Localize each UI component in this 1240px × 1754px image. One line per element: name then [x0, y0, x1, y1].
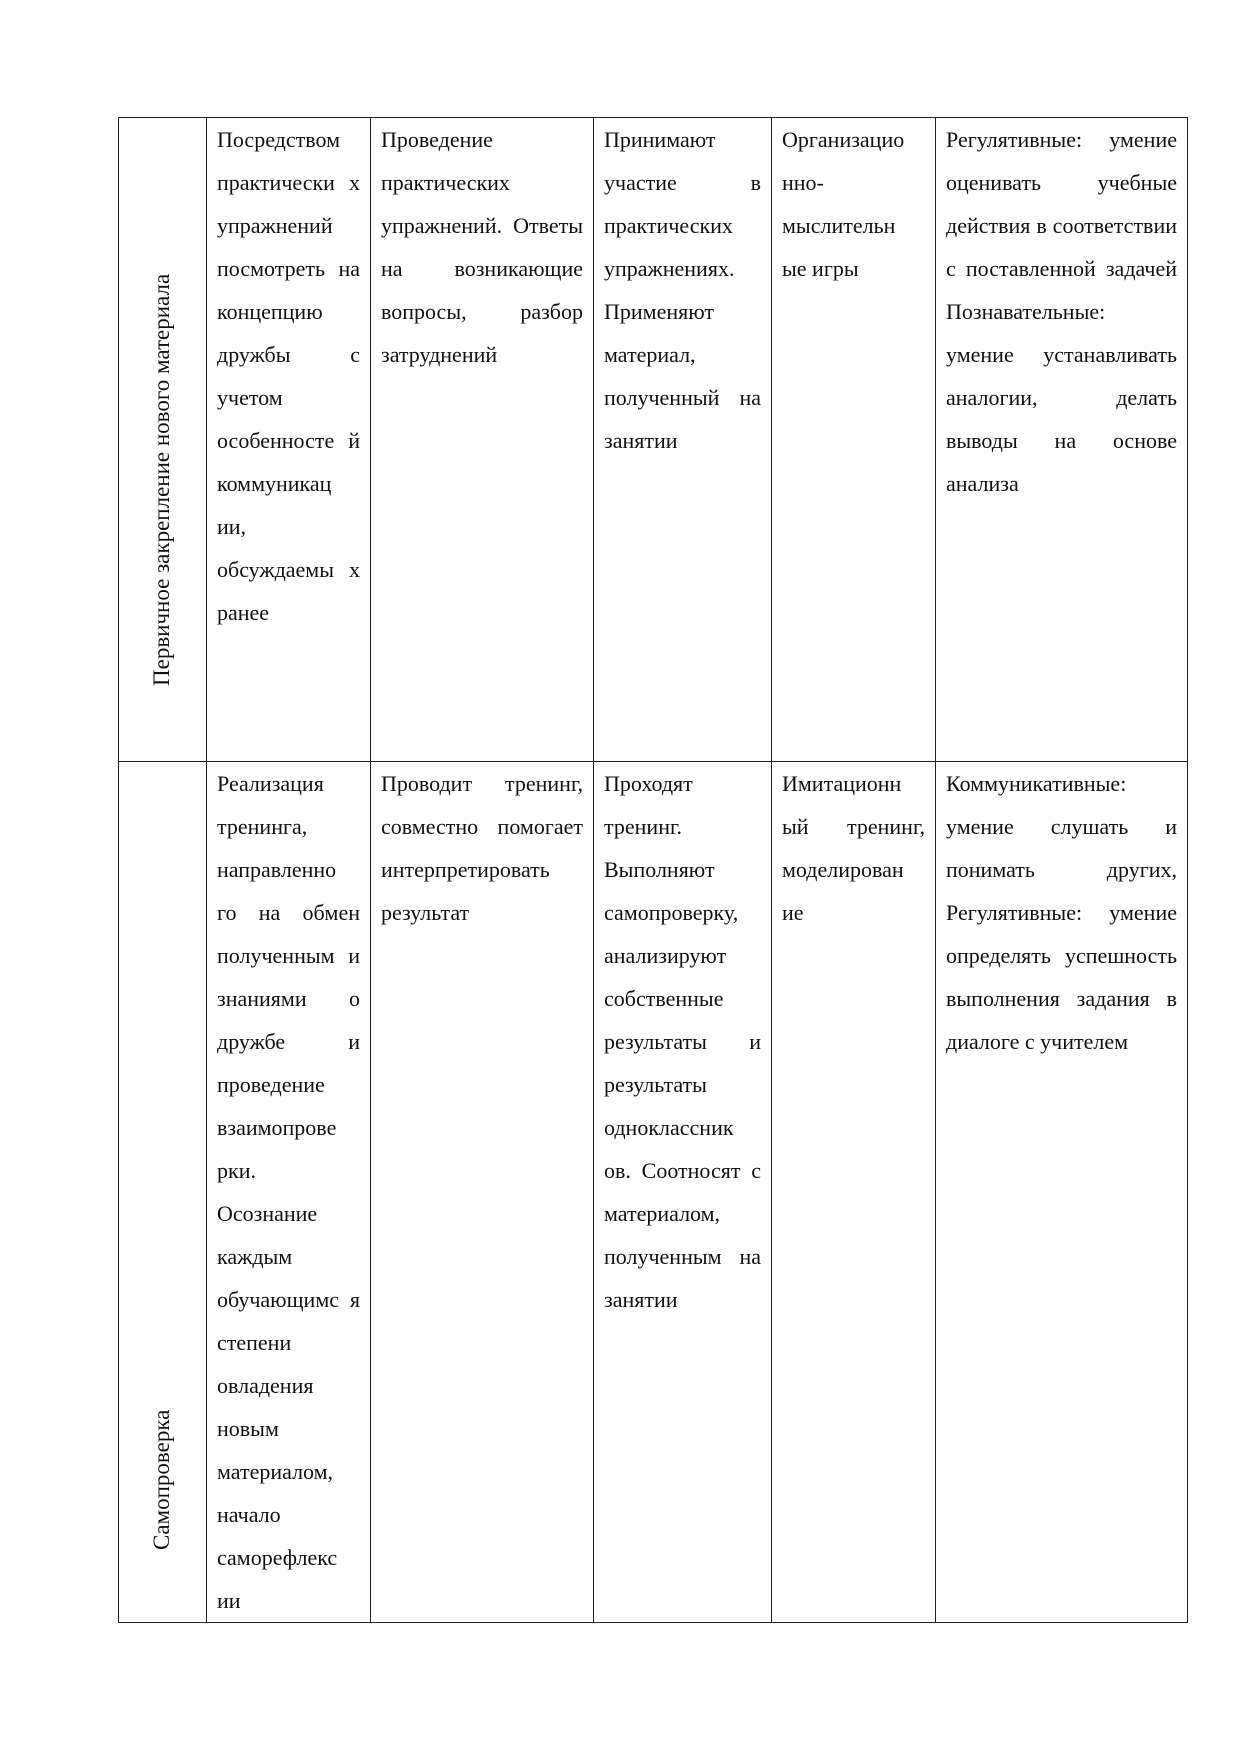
- goal-cell: [207, 118, 371, 762]
- forms-text: Организацио нно-мыслительн ые игры: [782, 127, 905, 281]
- uud-text: Регулятивные: умение оценивать учебные действия в соответствии с поставленной задачей Познавательные: умение устанавливать аналогии, делать выводы на основе анализа: [946, 127, 1177, 496]
- lesson-plan-table: [118, 117, 1188, 1623]
- student-activity-cell: [594, 118, 772, 762]
- teacher-activity-text: Проводит тренинг, совместно помогает интерпретировать результат: [381, 771, 583, 925]
- table-row: [119, 762, 1188, 1623]
- student-activity-text: Проходят тренинг. Выполняют самопроверку, анализируют собственные результаты и результаты одноклассник ов. Соотносят с материалом, полученным на занятии: [604, 771, 761, 1312]
- stage-label: Первичное закрепление нового материала: [149, 273, 174, 686]
- teacher-activity-text: Проведение практических упражнений. Ответы на возникающие вопросы, разбор затруднений: [381, 127, 583, 367]
- forms-cell: [772, 762, 936, 1623]
- uud-cell: [936, 118, 1188, 762]
- uud-text: Коммуникативные: умение слушать и понимать других, Регулятивные: умение определять успешность выполнения задания в диалоге с учителем: [946, 771, 1177, 1054]
- teacher-activity-cell: [371, 118, 594, 762]
- stage-cell: [119, 118, 207, 762]
- stage-label: Самопроверка: [149, 1409, 174, 1550]
- student-activity-cell: [594, 762, 772, 1623]
- teacher-activity-cell: [371, 762, 594, 1623]
- goal-text: Посредством практически х упражнений посмотреть на концепцию дружбы с учетом особенносте й коммуникац ии, обсуждаемы х ранее: [217, 127, 360, 625]
- stage-cell: [119, 762, 207, 1623]
- forms-cell: [772, 118, 936, 762]
- student-activity-text: Принимают участие в практических упражнениях. Применяют материал, полученный на занятии: [604, 127, 761, 453]
- goal-text: Реализация тренинга, направленно го на обмен полученным и знаниями о дружбе и проведение взаимопрове рки. Осознание каждым обучающимс я степени овладения новым материалом, начало саморефлекс ии: [217, 771, 360, 1613]
- goal-cell: [207, 762, 371, 1623]
- uud-cell: [936, 762, 1188, 1623]
- forms-text: Имитационн ый тренинг, моделирован ие: [782, 771, 925, 925]
- table-row: [119, 118, 1188, 762]
